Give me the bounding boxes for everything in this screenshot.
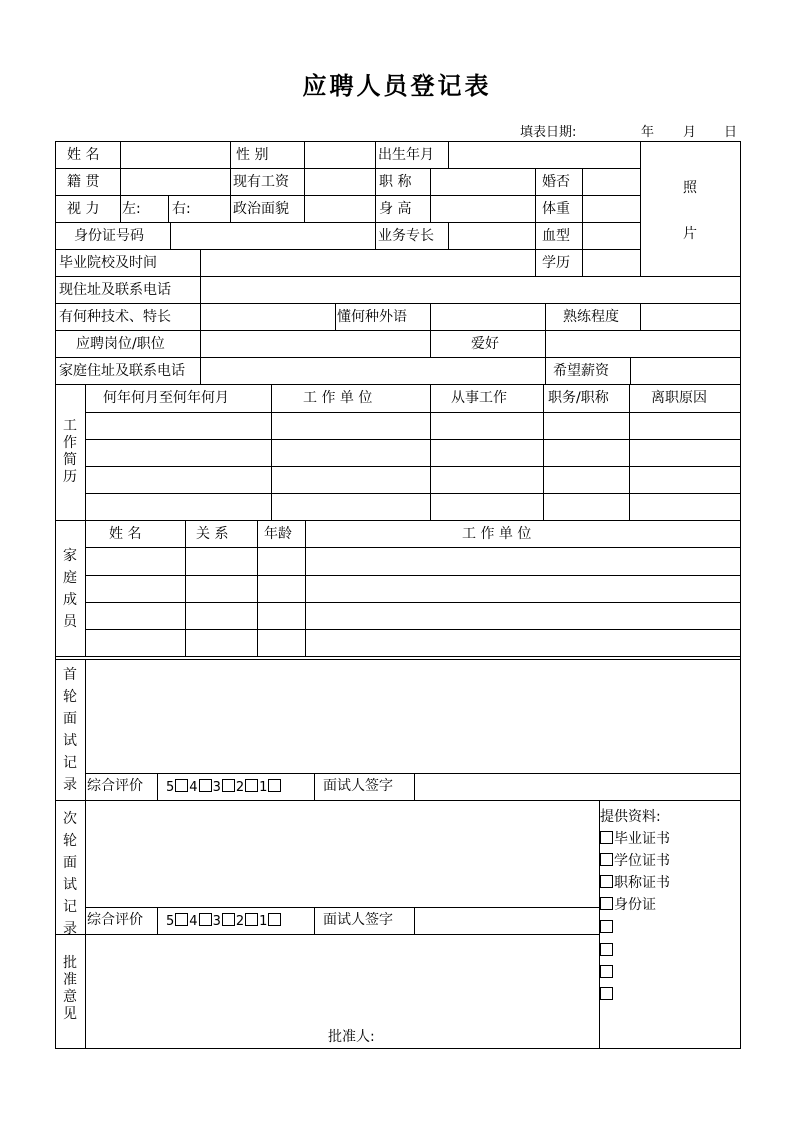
label-blood-type: 血型	[542, 228, 570, 244]
photo-label-2: 片	[683, 226, 697, 242]
grid-line	[85, 466, 741, 467]
section-second-interview: 次轮面试记录	[63, 811, 77, 937]
checkbox[interactable]	[199, 913, 212, 926]
second-interview-rating-label: 综合评价	[87, 912, 143, 928]
grid-line	[170, 222, 171, 249]
fill-date-day: 日	[724, 125, 738, 140]
label-title-rank: 职 称	[379, 174, 412, 190]
grid-line	[305, 520, 306, 656]
grid-line	[230, 141, 231, 222]
material-item[interactable]	[599, 987, 614, 1003]
label-name: 姓 名	[67, 147, 100, 163]
grid-line	[55, 357, 741, 358]
material-graduation-cert: 毕业证书	[614, 831, 670, 847]
grid-line	[55, 934, 599, 935]
materials-label: 提供资料:	[600, 809, 661, 825]
material-id-card: 身份证	[614, 897, 656, 913]
first-interview-rating-label: 综合评价	[87, 778, 143, 794]
grid-line	[629, 384, 630, 520]
checkbox[interactable]	[199, 779, 212, 792]
label-hobby: 爱好	[471, 336, 499, 352]
material-item[interactable]	[599, 831, 670, 847]
rating-option-5: 5	[166, 914, 175, 929]
work-header-job: 从事工作	[451, 390, 507, 406]
rating-option-2: 2	[235, 780, 245, 795]
label-vision: 视 力	[67, 201, 100, 217]
checkbox[interactable]	[175, 913, 188, 926]
grid-line	[55, 249, 641, 250]
grid-line	[430, 168, 431, 222]
grid-line	[157, 773, 158, 800]
work-header-reason: 离职原因	[651, 390, 707, 406]
grid-line	[640, 303, 641, 330]
checkbox[interactable]	[600, 853, 613, 866]
grid-line	[85, 659, 86, 1049]
grid-line	[85, 412, 741, 413]
checkbox[interactable]	[222, 913, 235, 926]
rating-option-1: 1	[259, 914, 268, 929]
first-interview-signer-label: 面试人签字	[323, 778, 393, 794]
work-header-post: 职务/职称	[548, 390, 609, 406]
checkbox[interactable]	[600, 875, 613, 888]
material-degree-cert: 学位证书	[614, 853, 670, 869]
grid-line	[630, 357, 631, 384]
checkbox[interactable]	[245, 913, 258, 926]
work-header-period: 何年何月至何年何月	[103, 390, 229, 406]
checkbox[interactable]	[245, 779, 258, 792]
grid-line	[55, 222, 641, 223]
grid-line	[55, 276, 741, 277]
rating-option-2: 2	[235, 914, 245, 929]
label-language: 懂何种外语	[337, 309, 407, 325]
section-first-interview: 首轮面试记录	[63, 667, 77, 793]
grid-line	[55, 656, 741, 657]
approver-label: 批准人:	[328, 1029, 375, 1045]
grid-line	[640, 141, 641, 276]
label-political: 政治面貌	[233, 201, 289, 217]
checkbox[interactable]	[600, 943, 613, 956]
rating-option-4: 4	[189, 780, 198, 795]
grid-line	[85, 602, 741, 603]
label-proficiency: 熟练程度	[563, 309, 619, 325]
work-header-company: 工 作 单 位	[303, 390, 373, 406]
grid-line	[430, 330, 431, 357]
second-interview-rating-options[interactable]	[166, 913, 282, 930]
label-native-place: 籍 贯	[67, 174, 100, 190]
material-item[interactable]	[599, 943, 614, 959]
photo-label-1: 照	[683, 180, 697, 196]
material-item[interactable]	[599, 965, 614, 981]
grid-line	[55, 520, 741, 521]
section-work-history: 工作简历	[63, 418, 77, 485]
checkbox[interactable]	[268, 913, 281, 926]
grid-line	[582, 168, 583, 276]
grid-line	[545, 357, 546, 384]
grid-line	[55, 168, 641, 169]
grid-line	[157, 907, 158, 934]
label-marriage: 婚否	[542, 174, 570, 190]
label-birth: 出生年月	[378, 147, 434, 163]
checkbox[interactable]	[600, 897, 613, 910]
section-family: 家庭成员	[63, 548, 77, 630]
label-salary: 现有工资	[233, 174, 289, 190]
grid-line	[414, 773, 415, 800]
grid-line	[55, 384, 741, 385]
page-title: 应聘人员登记表	[302, 72, 492, 100]
grid-line	[85, 773, 741, 774]
label-id-number: 身份证号码	[74, 228, 144, 244]
label-address: 现住址及联系电话	[59, 282, 171, 298]
grid-line	[545, 303, 546, 330]
material-item[interactable]	[599, 920, 614, 936]
grid-line	[168, 195, 169, 222]
label-school: 毕业院校及时间	[59, 255, 157, 271]
material-item[interactable]	[599, 875, 670, 891]
grid-line	[120, 141, 121, 222]
grid-line	[55, 800, 741, 801]
label-gender: 性 别	[236, 147, 269, 163]
grid-line	[55, 659, 741, 660]
first-interview-rating-options[interactable]	[166, 779, 282, 796]
grid-line	[257, 520, 258, 656]
grid-line	[543, 384, 544, 520]
family-header-company: 工 作 单 位	[462, 526, 532, 542]
family-header-relation: 关 系	[196, 526, 229, 542]
grid-line	[200, 330, 201, 357]
checkbox[interactable]	[175, 779, 188, 792]
grid-line	[85, 629, 741, 630]
grid-line	[85, 439, 741, 440]
grid-line	[200, 357, 201, 384]
grid-line	[185, 520, 186, 656]
grid-line	[430, 384, 431, 520]
fill-date-month: 月	[683, 125, 697, 140]
label-position: 应聘岗位/职位	[76, 336, 165, 352]
grid-line	[430, 303, 431, 330]
rating-option-5: 5	[166, 780, 175, 795]
grid-line	[448, 141, 449, 168]
grid-line	[55, 330, 741, 331]
material-title-cert: 职称证书	[614, 875, 670, 891]
grid-line	[200, 276, 201, 303]
grid-line	[85, 384, 86, 656]
label-specialty: 业务专长	[378, 228, 434, 244]
grid-line	[85, 493, 741, 494]
grid-line	[314, 773, 315, 800]
checkbox[interactable]	[268, 779, 281, 792]
label-education: 学历	[542, 255, 570, 271]
grid-line	[414, 907, 415, 934]
rating-option-1: 1	[259, 780, 268, 795]
grid-line	[55, 303, 741, 304]
checkbox[interactable]	[222, 779, 235, 792]
label-skills: 有何种技术、特长	[59, 309, 171, 325]
rating-option-4: 4	[189, 914, 198, 929]
label-vision-left: 左:	[122, 201, 141, 217]
label-height: 身 高	[379, 201, 412, 217]
grid-line	[271, 384, 272, 520]
second-interview-signer-label: 面试人签字	[323, 912, 393, 928]
grid-line	[55, 195, 641, 196]
grid-line	[304, 141, 305, 222]
fill-date-label: 填表日期:	[520, 125, 577, 140]
family-header-age: 年龄	[264, 526, 292, 542]
grid-line	[545, 330, 546, 357]
material-item[interactable]	[599, 897, 656, 913]
grid-line	[85, 547, 741, 548]
family-header-name: 姓 名	[109, 526, 142, 542]
rating-option-3: 3	[212, 780, 221, 795]
grid-line	[85, 907, 599, 908]
label-home-address: 家庭住址及联系电话	[59, 363, 185, 379]
section-approval: 批准意见	[63, 955, 77, 1022]
checkbox[interactable]	[600, 831, 613, 844]
label-expected-salary: 希望薪资	[553, 363, 609, 379]
checkbox[interactable]	[600, 965, 613, 978]
label-weight: 体重	[542, 201, 570, 217]
grid-line	[85, 575, 741, 576]
grid-line	[448, 222, 449, 249]
fill-date-year: 年	[641, 125, 655, 140]
grid-line	[200, 303, 201, 330]
grid-line	[335, 303, 336, 330]
checkbox[interactable]	[600, 987, 613, 1000]
grid-line	[314, 907, 315, 934]
rating-option-3: 3	[212, 914, 221, 929]
grid-line	[535, 168, 536, 276]
material-item[interactable]	[599, 853, 670, 869]
grid-line	[200, 249, 201, 276]
grid-line	[375, 141, 376, 249]
label-vision-right: 右:	[172, 201, 191, 217]
checkbox[interactable]	[600, 920, 613, 933]
